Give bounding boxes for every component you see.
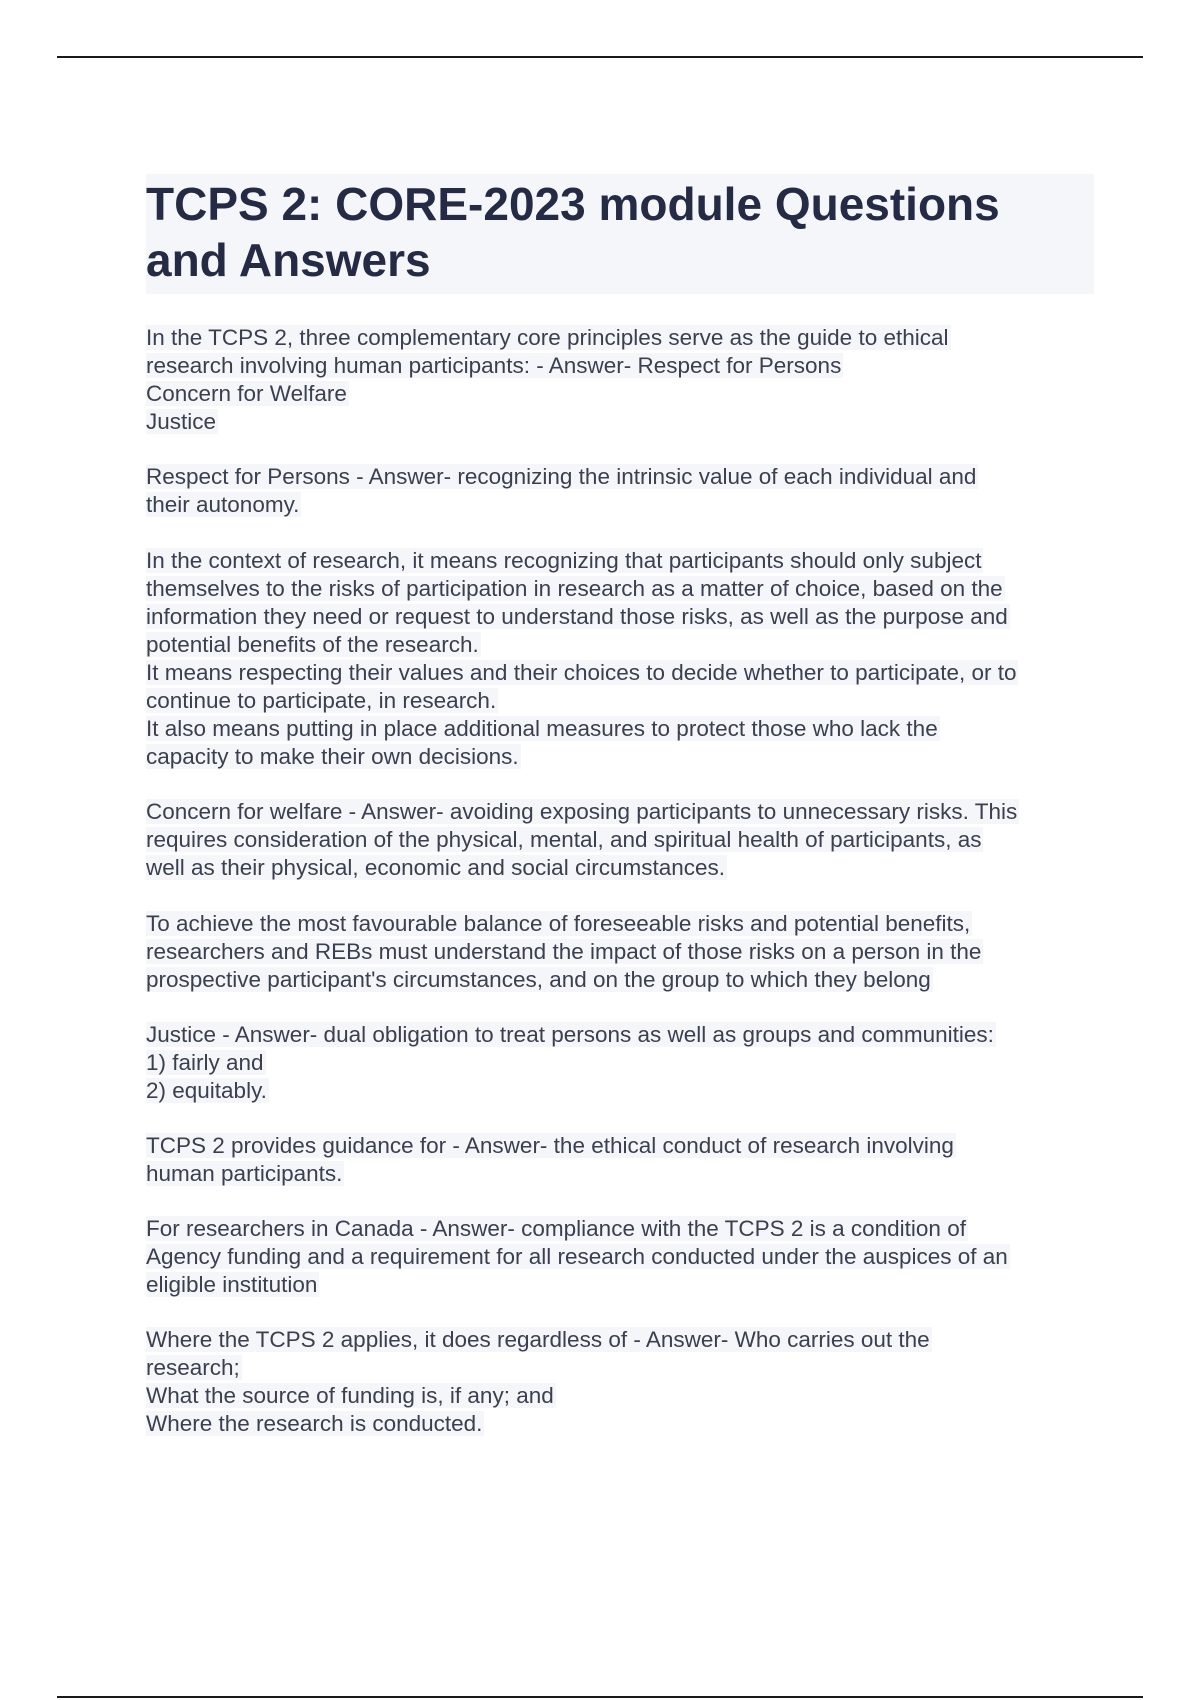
qa-line	[146, 1271, 1096, 1299]
qa-line	[146, 826, 1096, 854]
footer-rule	[57, 1696, 1143, 1698]
qa-line	[146, 1049, 1096, 1077]
qa-line-text: Concern for Welfare	[146, 381, 347, 406]
qa-line-text: themselves to the risks of participation in research as a matter of choice, based on the	[146, 576, 1003, 601]
qa-line-text: human participants.	[146, 1161, 343, 1186]
qa-line	[146, 380, 1096, 408]
qa-line-text: eligible institution	[146, 1272, 318, 1297]
qa-item	[146, 324, 1096, 436]
qa-line	[146, 798, 1096, 826]
qa-line	[146, 715, 1096, 743]
qa-line-text: Agency funding and a requirement for all research conducted under the auspices of an	[146, 1244, 1008, 1269]
qa-item	[146, 1021, 1096, 1105]
qa-line-text: In the context of research, it means recognizing that participants should only subject	[146, 548, 982, 573]
page-title	[146, 176, 1094, 288]
qa-line	[146, 659, 1096, 687]
qa-line-text: What the source of funding is, if any; and	[146, 1383, 554, 1408]
qa-list	[146, 324, 1096, 1438]
qa-line-text: Concern for welfare - Answer- avoiding exposing participants to unnecessary risks. This	[146, 799, 1018, 824]
qa-line	[146, 1160, 1096, 1188]
qa-line	[146, 1215, 1096, 1243]
qa-item	[146, 1132, 1096, 1188]
qa-item	[146, 1326, 1096, 1438]
qa-line-text: Justice	[146, 409, 217, 434]
qa-line-text: continue to participate, in research.	[146, 688, 497, 713]
qa-line	[146, 1021, 1096, 1049]
qa-line	[146, 1132, 1096, 1160]
qa-line-text: researchers and REBs must understand the impact of those risks on a person in the	[146, 939, 982, 964]
qa-line	[146, 575, 1096, 603]
qa-line-text: prospective participant's circumstances, and on the group to which they belong	[146, 967, 931, 992]
qa-line-text: It means respecting their values and their choices to decide whether to participate, or to	[146, 660, 1017, 685]
qa-line	[146, 687, 1096, 715]
qa-line-text: requires consideration of the physical, mental, and spiritual health of participants, as	[146, 827, 982, 852]
title-line: TCPS 2: CORE-2023 module Questions	[146, 178, 1000, 230]
qa-line-text: capacity to make their own decisions.	[146, 744, 519, 769]
qa-line-text: 2) equitably.	[146, 1078, 267, 1103]
qa-line-text: It also means putting in place additional measures to protect those who lack the	[146, 716, 938, 741]
title-line: and Answers	[146, 234, 431, 286]
qa-item	[146, 1215, 1096, 1299]
qa-line-text: potential benefits of the research.	[146, 632, 479, 657]
qa-line-text: Respect for Persons - Answer- recognizing the intrinsic value of each individual and	[146, 464, 977, 489]
qa-line	[146, 1243, 1096, 1271]
qa-line-text: Justice - Answer- dual obligation to treat persons as well as groups and communities:	[146, 1022, 994, 1047]
paragraph-gap	[146, 882, 1096, 910]
document-body	[146, 174, 1096, 1465]
qa-line	[146, 910, 1096, 938]
qa-line	[146, 324, 1096, 352]
qa-line-text: 1) fairly and	[146, 1050, 264, 1075]
qa-line-text: In the TCPS 2, three complementary core principles serve as the guide to ethical	[146, 325, 949, 350]
qa-line-text: For researchers in Canada - Answer- compliance with the TCPS 2 is a condition of	[146, 1216, 966, 1241]
qa-line-text: research;	[146, 1355, 240, 1380]
qa-item	[146, 463, 1096, 771]
paragraph-gap	[146, 519, 1096, 547]
qa-line	[146, 854, 1096, 882]
qa-line	[146, 1077, 1096, 1105]
qa-line	[146, 547, 1096, 575]
qa-item	[146, 798, 1096, 994]
qa-line-text: information they need or request to understand those risks, as well as the purpose and	[146, 604, 1008, 629]
qa-line	[146, 408, 1096, 436]
qa-line	[146, 743, 1096, 771]
qa-line-text: their autonomy.	[146, 492, 300, 517]
title-block	[146, 174, 1094, 294]
qa-line	[146, 938, 1096, 966]
qa-line	[146, 1326, 1096, 1354]
qa-line-text: TCPS 2 provides guidance for - Answer- the ethical conduct of research involving	[146, 1133, 954, 1158]
qa-line	[146, 631, 1096, 659]
qa-line	[146, 463, 1096, 491]
qa-line	[146, 1354, 1096, 1382]
qa-line	[146, 352, 1096, 380]
qa-line	[146, 966, 1096, 994]
header-rule	[57, 56, 1143, 58]
qa-line	[146, 491, 1096, 519]
qa-line-text: well as their physical, economic and social circumstances.	[146, 855, 725, 880]
qa-line	[146, 1382, 1096, 1410]
qa-line-text: research involving human participants: - Answer- Respect for Persons	[146, 353, 842, 378]
qa-line	[146, 603, 1096, 631]
qa-line-text: Where the TCPS 2 applies, it does regardless of - Answer- Who carries out the	[146, 1327, 930, 1352]
qa-line-text: To achieve the most favourable balance of foreseeable risks and potential benefits,	[146, 911, 971, 936]
qa-line	[146, 1410, 1096, 1438]
qa-line-text: Where the research is conducted.	[146, 1411, 483, 1436]
